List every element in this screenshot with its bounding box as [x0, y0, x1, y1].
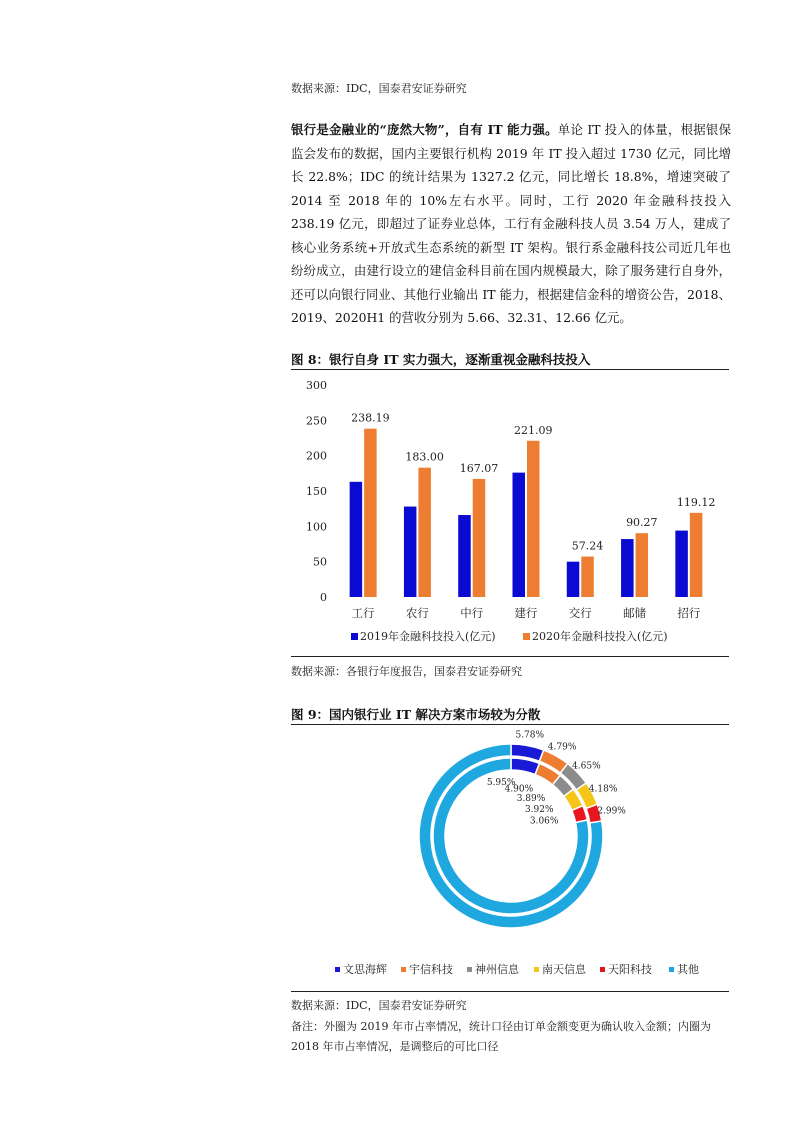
figure8-source: 数据来源：各银行年度报告，国泰君安证券研究 — [291, 665, 522, 678]
legend-swatch — [335, 967, 340, 972]
figure9-source: 数据来源：IDC，国泰君安证券研究 — [291, 999, 467, 1012]
y-tick-label: 0 — [320, 591, 327, 604]
legend-label: 文思海辉 — [343, 963, 387, 976]
y-tick-label: 100 — [306, 520, 327, 534]
legend-label: 2020年金融科技投入(亿元) — [532, 630, 668, 643]
paragraph-body: 单论 IT 投入的体量，根据银保监会发布的数据，国内主要银行机构 2019 年 IT 投入超过 1730 亿元，同比增长 22.8%；IDC 的统计结果为 1327.2 亿元，同比增长 18.8%，增速突破了 2014 至 2018 年的 10%左右水平。同时，工行 2020 年金融科技投入 238.19 亿元，即超过了证券业总体，工行有金融科技人员 3.54 万人，建成了核心业务系统+开放式生态系统的新型 IT 架构。银行系金融科技公司近几年也纷纷成立，由建行设立的建信金科目前在国内规模最大，除了服务建行自身外，还可以向银行同业、其他行业输出 IT 能力，根据建信金科的增资公告，2018、2019、2020H1 的营收分别为 5.66、32.31、12.66 亿元。 — [291, 122, 731, 325]
figure8-top-rule — [291, 369, 729, 370]
x-tick-label: 交行 — [568, 606, 592, 620]
y-tick-label: 250 — [306, 414, 327, 428]
bar-2019 — [350, 482, 363, 597]
bar-2020 — [636, 533, 649, 597]
outer-percent-label: 2.99% — [597, 806, 626, 817]
legend-label: 天阳科技 — [608, 963, 652, 976]
legend-label: 宇信科技 — [409, 963, 453, 976]
bar-data-label: 167.07 — [459, 461, 499, 475]
bar-data-label: 238.19 — [351, 411, 390, 425]
bar-2019 — [458, 515, 471, 597]
legend-label: 2019年金融科技投入(亿元) — [360, 630, 496, 643]
x-tick-label: 建行 — [514, 606, 538, 620]
bar-2019 — [513, 473, 526, 597]
bar-data-label: 90.27 — [626, 516, 658, 530]
outer-percent-label: 4.18% — [588, 784, 618, 795]
bar-chart — [291, 371, 731, 656]
legend-swatch-2019 — [351, 633, 358, 640]
x-tick-label: 中行 — [460, 606, 484, 620]
bar-data-label: 221.09 — [514, 423, 553, 437]
figure9-title: 图 9：国内银行业 IT 解决方案市场较为分散 — [291, 707, 541, 722]
outer-percent-label: 4.65% — [572, 761, 601, 772]
figure8-title: 图 8：银行自身 IT 实力强大，逐渐重视金融科技投入 — [291, 352, 591, 367]
bar-2020 — [690, 513, 703, 597]
legend-swatch-2020 — [523, 633, 530, 640]
bar-2019 — [621, 539, 634, 597]
legend-label: 神州信息 — [475, 963, 519, 976]
legend-swatch — [600, 967, 605, 972]
bar-2020 — [473, 479, 486, 597]
donut-chart — [291, 726, 731, 991]
figure9-top-rule — [291, 724, 729, 725]
figure9-note: 备注：外圈为 2019 年市占率情况，统计口径由订单金额变更为确认收入金额；内圈为 2018 年市占率情况，是调整后的可比口径 — [291, 1020, 711, 1053]
bar-2019 — [567, 562, 580, 597]
inner-percent-label: 3.06% — [529, 816, 559, 827]
bar-2019 — [675, 531, 688, 597]
legend-swatch — [467, 967, 472, 972]
figure8-bottom-rule — [291, 656, 729, 657]
x-tick-label: 工行 — [351, 606, 375, 620]
figure9-bottom-rule — [291, 991, 729, 992]
inner-percent-label: 5.95% — [486, 777, 516, 788]
inner-percent-label: 3.89% — [516, 794, 546, 805]
inner-percent-label: 3.92% — [524, 805, 554, 816]
bar-2020 — [527, 441, 540, 597]
bar-2020 — [364, 429, 377, 597]
paragraph-lead: 银行是金融业的“庞然大物”，自有 IT 能力强。 — [291, 122, 558, 137]
bar-2020 — [581, 557, 594, 597]
y-tick-label: 200 — [306, 449, 327, 463]
legend-swatch — [401, 967, 406, 972]
legend-label: 其他 — [677, 963, 699, 976]
body-paragraph — [291, 118, 731, 330]
legend-label: 南天信息 — [542, 963, 586, 976]
bar-data-label: 57.24 — [571, 539, 604, 553]
x-tick-label: 邮储 — [623, 606, 647, 620]
inner-percent-label: 4.90% — [504, 784, 534, 795]
legend-swatch — [669, 967, 674, 972]
outer-percent-label: 5.78% — [515, 730, 545, 741]
bar-2019 — [404, 507, 417, 597]
y-tick-label: 50 — [313, 555, 327, 569]
y-tick-label: 150 — [306, 485, 327, 498]
legend-swatch — [534, 967, 539, 972]
outer-percent-label: 4.79% — [547, 742, 577, 753]
x-tick-label: 农行 — [405, 606, 429, 620]
y-tick-label: 300 — [306, 379, 327, 392]
bar-data-label: 119.12 — [676, 495, 716, 509]
bar-data-label: 183.00 — [405, 450, 444, 464]
x-tick-label: 招行 — [677, 606, 701, 620]
bar-2020 — [418, 468, 431, 597]
source-line-top: 数据来源：IDC，国泰君安证券研究 — [291, 82, 467, 95]
